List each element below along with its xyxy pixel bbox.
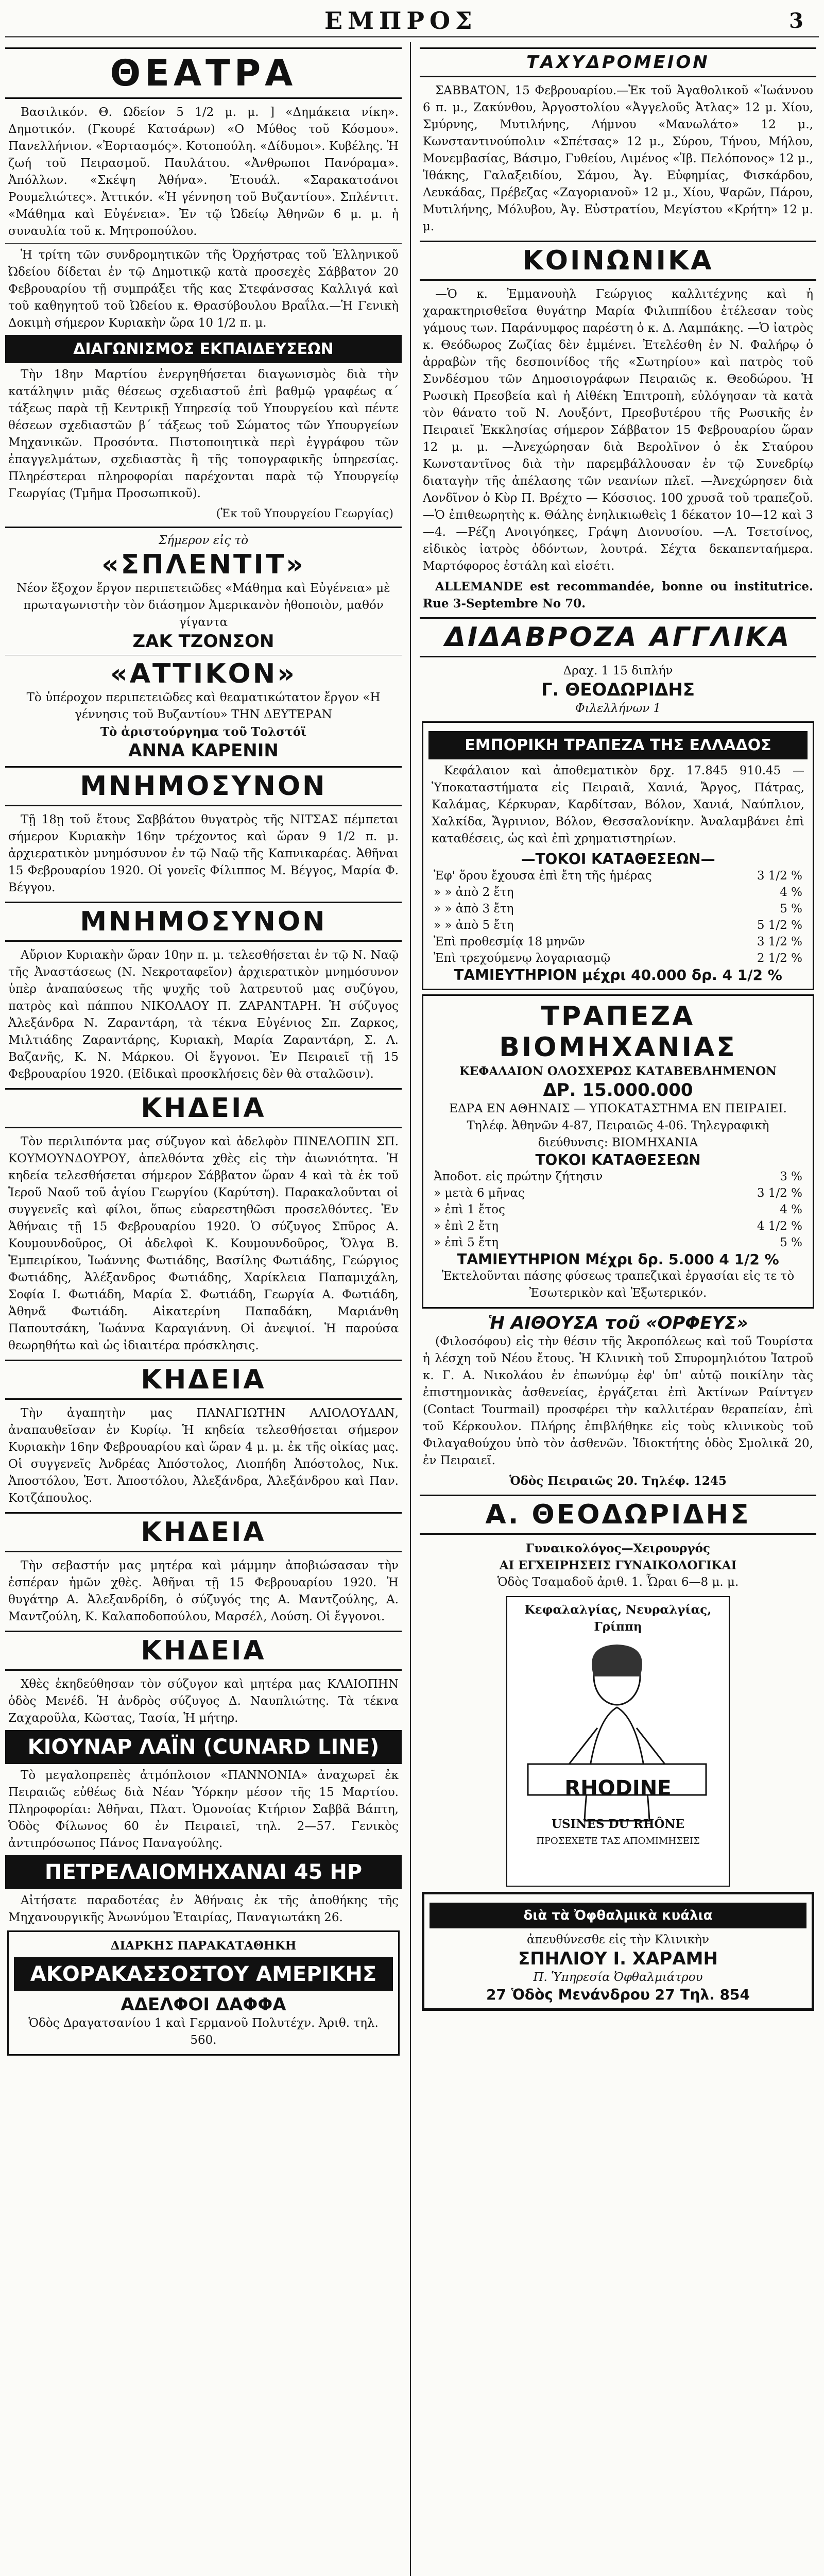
english-place: Φιλελλήνων 1: [575, 702, 661, 715]
american-top: ΔΙΑΡΚΗΣ ΠΑΡΑΚΑΤΑΘΗΚΗ: [110, 1939, 297, 1953]
theatre-section-title: ΘΕΑΤΡΑ: [5, 47, 402, 99]
movies-footer: Ὁδὸς Πειραιῶς 20. Τηλέφ. 1245: [509, 1474, 727, 1488]
interest-rate: 4 %: [780, 886, 802, 899]
theodoridis-address: Ὁδὸς Τσαμαδοῦ ἀριθ. 1. Ὧραι 6—8 μ. μ.: [497, 1575, 739, 1589]
death3-notice: [8, 1557, 399, 1625]
bank1-title: ΕΜΠΟΡΙΚΗ ΤΡΑΠΕΖΑ ΤΗΣ ΕΛΛΑΔΟΣ: [428, 731, 808, 759]
memorial2-notice: [8, 947, 399, 1083]
interest-row: [434, 1218, 802, 1234]
death4-notice: [8, 1676, 399, 1727]
left-column: [5, 42, 402, 2576]
social-notice: [423, 286, 813, 575]
english-title: ΔΙΔΑΒΡΟΖΑ ΑΓΓΛΙΚΑ: [420, 617, 816, 657]
attikon-text: Τὸ ὑπέροχον περιπετειῶδες καὶ θεαματικώτατον ἔργον «Η γέννησις τοῦ Βυζαντίου» ΤΗΝ ΔΕΥΤΕΡΑΝ: [26, 691, 381, 721]
theatre-text: Βασιλικόν. Θ. Ωδείον 5 1/2 μ. μ. ] «Δημάκεια νίκη». Δημοτικόν. (Γκουρέ Κατσάρων) «Ο Μύθος τοῦ Κόσμου». Πανελλήνιον. «Ἐορτασμός». Κοτοπούλη. «Δίδυμοι». Κυβέλης. Ἡ ζωή τοῦ Πειρασμοῦ. Παυλάτου. «Ἀνθρωποι Πανόραμα». Ἀπόλλων. «Σκέψη Ἀθήνα». Ἐτουάλ. «Σαρακατσάνοι Ρουμελιώτες». Ἀττικόν. «Ἡ γέννηση τοῦ Βυζαντίου». Σπλέντιτ. «Μάθημα καὶ Εὐγένεια». Ἐν τῷ Ὠδείῳ Ἀθηνῶν 6 μ. μ. ἡ συναυλία τοῦ κ. Μητροπούλου.: [8, 106, 399, 238]
bank1-savings: ΤΑΜΙΕΥΤΗΡΙΟΝ μέχρι 40.000 δρ. 4 1/2 %: [454, 967, 782, 984]
interest-term: » » ἀπὸ 2 ἔτη: [434, 886, 514, 899]
optical-address: 27 Ὁδὸς Μενάνδρου 27 Τηλ. 854: [486, 1986, 750, 2003]
interest-row: [434, 950, 802, 967]
interest-row: [434, 901, 802, 917]
interest-term: Ἐπὶ τρεχούμενῳ λογαριασμῷ: [434, 952, 611, 965]
contest-text: Τὴν 18ην Μαρτίου ἐνεργηθήσεται διαγωνισμὸς διὰ τὴν κατάληψιν μιᾶς θέσεως σχεδιαστοῦ ἐπὶ βαθμῷ γραφέως α΄ τάξεως παρὰ τῇ Κεντρικῇ Υπηρεσίᾳ τοῦ Υπουργείου καὶ πέντε θέσεων σχεδιαστῶν β΄ τάξεως τοῦ Σώματος τῶν Υπουργείων Μηχανικῶν. Προσόντα. Πιστοποιητικὰ περὶ ἐγγράφου τῶν ἐπαγγελμάτων, σχεδιαστὰς ἢ τῆς τοπογραφικῆς ὑπηρεσίας. Πληρέστεραι πληροφορίαι παρέχονται παρὰ τῷ Υπουργείῳ Γεωργίας (Τμῆμα Προσωπικοῦ).: [8, 368, 399, 500]
interest-term: Ἀποδοτ. εἰς πρώτην ζήτησιν: [434, 1170, 603, 1183]
theatre-listings: [8, 104, 399, 240]
attikon-more: Τὸ ἀριστούργημα τοῦ Τολστόϊ: [100, 725, 307, 739]
movies-notice: [423, 1333, 813, 1469]
interest-term: Ἐπὶ προθεσμίᾳ 18 μηνῶν: [434, 935, 585, 948]
bank2-interest-table: [428, 1168, 808, 1251]
bank2-address: ΕΔΡΑ ΕΝ ΑΘΗΝΑΙΣ — ΥΠΟΚΑΤΑΣΤΗΜΑ ΕΝ ΠΕΙΡΑΙΕΙ. Τηλέφ. Ἀθηνῶν 4-87, Πειραιῶς 4-06. Τηλεγραφικὴ διεύθυνσις: ΒΙΟΜΗΧΑΝΙΑ: [449, 1102, 787, 1149]
splendid-text: Νέον ἔξοχον ἔργον περιπετειῶδες «Μάθημα καὶ Εὐγένεια» μὲ πρωταγωνιστὴν τὸν διάσημον Ἀμερικανὸν ἠθοποιὸν, μαθόν γίγαντα: [16, 582, 390, 629]
interest-rate: 3 %: [780, 1170, 802, 1183]
interest-term: » ἐπὶ 1 ἔτος: [434, 1203, 505, 1216]
interest-term: Ἐφ' ὅρου ἔχουσα ἐπὶ ἔτη τῆς ἡμέρας: [434, 869, 652, 883]
right-column: [420, 42, 816, 2576]
attikon-film: ΑΝΝΑ ΚΑΡΕΝΙΝ: [128, 740, 279, 761]
optical-sub: ἀπευθύνεσθε εἰς τὴν Κλινικὴν: [527, 1933, 709, 1946]
post-text: ΣΑΒΒΑΤΟΝ, 15 Φεβρουαρίου.—Ἐκ τοῦ Ἀγαθολικοῦ «Ἰωάννου 6 π. μ., Ζακύνθου, Ἀργοστολίου «Ἀγγελοῦς Ἀτλας» 12 μ. Χίου, Σμύρνης, Μυτιλήνης, Λήμνου «Μανωλάτο» 12 μ., Κωνσταντινούπολιν «Σπέτσας» 12 μ., Σύρου, Τήνου, Μήλου, Μονεμβασίας, Βάσιμο, Γυθείου, Λιμένος «Ἰβ. Πελόπονος» 12 μ., Ἰθάκης, Γαλαξειδίου, Σάμου, Ἀγ. Εὐφημίας, Φισκάρδου, Λευκάδας, Πρέβεζας «Ζαγοριανοῦ» 12 μ., Χίου, Ψαρῶν, Πάρου, Μυτιλήνης, Μόλυβου, Ἀγ. Εὐστρατίου, Μεγίστου «Κρήτη» 12 μ. μ.: [423, 84, 813, 233]
bank1-body: [432, 762, 804, 848]
bank1-interest-title: —ΤΟΚΟΙ ΚΑΤΑΘΕΣΕΩΝ—: [521, 851, 715, 868]
interest-rate: 5 %: [780, 902, 802, 916]
splendid-title: «ΣΠΛΕΝΤΙΤ»: [101, 549, 305, 580]
interest-term: » μετὰ 6 μῆνας: [434, 1187, 525, 1200]
interest-row: [434, 1201, 802, 1218]
optical-title: διὰ τὰ Ὀφθαλμικὰ κυάλια: [430, 1903, 806, 1928]
bank1-text: Κεφάλαιον καὶ ἀποθεματικὸν δρχ. 17.845 910.45 — Ὑποκαταστήματα εἰς Πειραιᾶ, Χανιά, Ἄργος, Πάτρας, Καλάμας, Κέρκυραν, Καρδίτσαν, Βόλον, Χανιά, Ναύπλιον, Χαλκίδα, Ἄγρινιον, Βόλον, Θεσσαλονίκην. Ἀναλαμβάνει ἐπὶ καταθέσεις, ὡς καὶ ἐπὶ χρηματιστηρίων.: [432, 764, 804, 845]
social-title: ΚΟΙΝΩΝΙΚΑ: [420, 241, 816, 281]
american-address: Ὁδὸς Δραγατσανίου 1 καὶ Γερμανοῦ Πολυτέχν. Ἀριθ. τηλ. 560.: [28, 2016, 379, 2047]
bank2-savings: ΤΑΜΙΕΥΤΗΡΙΟΝ Μέχρι δρ. 5.000 4 1/2 %: [457, 1251, 779, 1268]
american-ad: [7, 1930, 400, 2056]
optical-ad: [422, 1892, 814, 2011]
bank1-interest-table: [428, 868, 808, 967]
rhodine-brand: RHODINE: [564, 1776, 672, 1800]
page-header: [5, 5, 819, 38]
interest-rate: 4 %: [780, 1203, 802, 1216]
allemande-notice: [423, 578, 813, 612]
death4-title: ΚΗΔΕΙΑ: [5, 1631, 402, 1671]
interest-term: » » ἀπὸ 3 ἔτη: [434, 902, 514, 916]
theodoridis-sub: Γυναικολόγος—Χειρουργός: [525, 1541, 711, 1555]
cunard-notice: [8, 1767, 399, 1852]
american-title: ΑΚΟΡΑΚΑΣΣΟΣΤΟΥ ΑΜΕΡΙΚΗΣ: [14, 1957, 393, 1991]
death1-text: Τὸν περιλιπόντα μας σύζυγον καὶ ἀδελφὸν ΠΙΝΕΛΟΠΙΝ ΣΠ. ΚΟΥΜΟΥΝΔΟΥΡΟΥ, ἀπελθόντα χθὲς εἰς τὴν ἀιωνιότητα. Ἡ κηδεία τελεσθήσεται σήμερον Σάββατον ὥραν 4 καὶ τὰ ἐκ τοῦ Ἱεροῦ Ναοῦ τοῦ ἁγίου Γεωργίου (Καρύτση). Παρακαλοῦνται οἱ συγγενεῖς καὶ φίλοι, ὅπως εὐαρεστηθῶσι προσελθόντες. Ἐν Ἀθήναις τῇ 15 Φεβρουαρίου 1920. Ὁ σύζυγος Σπῦρος Α. Κουμουνδοῦρος, Οἱ ἀδελφοὶ Κ. Κουμουνδοῦρος, Ὄλγα Β. Ἐμπειρίκου, Ἰωάννης Φωτιάδης, Βασίλης Φωτιάδης, Γεώργιος Φωτιάδης, Ἀλέξανδρος Φωτιάδης, Χαρίκλεια Παπαμιχάλη, Σοφία Ι. Φωτιάδη, Μαρία Σ. Φωτιάδη, Γεωργία Α. Φωτιάδη, Ἀθηνᾶ Φωτιάδη. Αἰκατερίνη Παπαδάκη, Μαριάνθη Παπουτσάκη, Ἰωάννα Καραγιάννη. Οἱ ἀνεψιοί. Ἡ παρούσα θεωρηθήτω καὶ ὡς ἰδιαιτέρα πρόσκλησις.: [8, 1135, 399, 1352]
american-sub: ΑΔΕΛΦΟΙ ΔΑΦΦΑ: [121, 1994, 286, 2015]
interest-rate: 3 1/2 %: [757, 869, 802, 883]
theodoridis-line: ΑΙ ΕΓΧΕΙΡΗΣΕΙΣ ΓΥΝΑΙΚΟΛΟΓΙΚΑΙ: [499, 1558, 737, 1572]
rhodine-bottom: ΠΡΟΣΕΧΕΤΕ ΤΑΣ ΑΠΟΜΙΜΗΣΕΙΣ: [536, 1836, 700, 1846]
bank2-note: Ἐκτελοῦνται πάσης φύσεως τραπεζικαὶ ἐργασίαι εἰς τε τὸ Ἐσωτερικὸν καὶ Ἐξωτερικόν.: [441, 1269, 795, 1300]
interest-rate: 5 %: [780, 1236, 802, 1249]
page-number: 3: [789, 8, 803, 33]
death4-text: Χθὲς ἐκηδεύθησαν τὸν σύζυγον καὶ μητέρα μας ΚΛΑΙΟΠΗΝ ὁδὸς Μενέδ. Ἡ ἀνδρὸς σύζυγος Δ. Ναυπλιώτης. Τὰ τέκνα Ζαχαροῦλα, Κῶστας, Τασία, Ἡ μήτηρ.: [8, 1677, 399, 1725]
death2-notice: [8, 1405, 399, 1507]
bank1-ad: [422, 721, 814, 990]
woman-illustration-icon: [507, 1635, 727, 1831]
interest-rate: 4 1/2 %: [757, 1219, 802, 1233]
interest-row: [434, 884, 802, 901]
orchestra-text: Ἡ τρίτη τῶν συνδρομητικῶν τῆς Ὀρχήστρας τοῦ Ἑλληνικοῦ Ὠδείου δίδεται ἐν τῷ Δημοτικῷ κατὰ προσεχὲς Σάββατον 20 Φεβρουαρίου τῇ συμπράξει τῆς κας Στεφάνσσας Καλλιγά καὶ τοῦ καθηγητοῦ τοῦ Ὠδείου κ. Θρασύβουλου Βραΐλα.—Ἡ Γενικὴ Δοκιμὴ σήμερον Κυριακὴν ὥρα 10 1/2 π. μ.: [8, 248, 399, 330]
oil-engine-text: Αἰτήσατε παραδοτέας ἐν Ἀθήναις ἐκ τῆς ἀποθήκης τῆς Μηχανουργικῆς Ἀνωνύμου Ἑταιρίας, Παναγιωτάκη 26.: [8, 1894, 399, 1924]
attikon-title: «ΑΤΤΙΚΟΝ»: [110, 658, 297, 689]
movies-text: (Φιλοσόφου) εἰς τὴν θέσιν τῆς Ἀκροπόλεως καὶ τοῦ Τουρίστα ἡ λέσχη τοῦ Νέου ἔτους. Ἡ Κλινικὴ τοῦ Σπυρομηλιότου Ἰατροῦ κ. Γ. Α. Νικολάου ἐν ἐπωνύμῳ ἐφ' ὑπ' αὐτῷ ποικίλην τὰς ἐπιστημονικὰς ἀσθενείας, ἐργάζεται ἐπὶ Ἀκτίνων Ραίντγεν (Contact Tourmail) προσφέρει τὴν καλλιτέραν θεραπείαν, ἐπὶ τοῦ Κέρκουλον. Πλήρης ἐπιβλήθηκε εἰς τοὺς κλινικοὺς τοῦ Φιλαγαθούχου ὑπὸ τὸν ἀσθενῶν. Ἰδιοκτήτης ὁδὸς Σμολικᾶ 20, ἐν Πειραιεῖ.: [423, 1335, 813, 1467]
interest-term: » ἐπὶ 2 ἔτη: [434, 1219, 499, 1233]
interest-term: » » ἀπὸ 5 ἔτη: [434, 919, 514, 932]
interest-rate: 5 1/2 %: [757, 919, 802, 932]
memorial1-text: Τῇ 18ῃ τοῦ ἔτους Σαββάτου θυγατρὸς τῆς ΝΙΤΣΑΣ πέμπεται σήμερον Κυριακὴν 16ην τρέχοντος καὶ ὥραν 9 1/2 π. μ. ἀρχιερατικὸν μνημόσυνον ἐν τῷ Ναῷ τῆς Καπνικαρέας. Ἀθῆναι 15 Φεβρουαρίου 1920. Οἱ γονεῖς Φίλιππος Μ. Βέγγος, Μαρία Φ. Βέγγου.: [8, 813, 399, 894]
movies-title: Ἡ ΑΙΘΟΥΣΑ τοῦ «ΟΡΦΕΥΣ»: [488, 1313, 748, 1333]
interest-rate: 3 1/2 %: [757, 935, 802, 948]
cunard-text: Τὸ μεγαλοπρεπὲς ἀτμόπλοιον «ΠΑΝΝΟΝΙΑ» ἀναχωρεῖ ἐκ Πειραιῶς εὐθέως διὰ Νέαν Ὑόρκην μέσον τῆς 15 Μαρτίου. Πληροφορίαι: Ἀθῆναι, Πλατ. Ὁμονοίας Κτήριον Σαββᾶ Βάπτη, Ὁδὸς Φίλωνος 60 ἐν Πειραιεῖ, τηλ. 2—57. Γενικὸς ἀντιπρόσωπος Πάνος Παναγούλης.: [8, 1769, 399, 1850]
rhodine-ad: [506, 1596, 730, 1887]
bank2-sub: ΚΕΦΑΛΑΙΟΝ ΟΛΟΣΧΕΡΩΣ ΚΑΤΑΒΕΒΛΗΜΕΝΟΝ: [459, 1064, 777, 1078]
oil-engine-title: ΠΕΤΡΕΛΑΙΟΜΗΧΑΝΑΙ 45 HP: [5, 1855, 402, 1889]
rhodine-top: Κεφαλαλγίας, Νευραλγίας, Γρίππη: [524, 1603, 712, 1634]
orchestra-notice: [8, 247, 399, 332]
cunard-title: ΚΙΟΥΝΑΡ ΛΑΪΝ (CUNARD LINE): [5, 1730, 402, 1764]
divider: [5, 243, 402, 244]
death2-title: ΚΗΔΕΙΑ: [5, 1360, 402, 1400]
interest-term: » ἐπὶ 5 ἔτη: [434, 1236, 499, 1249]
interest-rate: 2 1/2 %: [757, 952, 802, 965]
interest-row: [434, 917, 802, 934]
english-name: Γ. ΘΕΟΔΩΡΙΔΗΣ: [541, 680, 695, 700]
oil-engine-notice: [8, 1892, 399, 1926]
column-divider: [410, 42, 411, 2576]
optical-role: Π. Ὑπηρεσία Ὀφθαλμιάτρου: [533, 1971, 703, 1984]
death2-text: Τὴν ἀγαπητὴν μας ΠΑΝΑΓΙΩΤΗΝ ΑΛΙΟΛΟΥΔΑΝ, ἀναπαυθεῖσαν ἐν Κυρίῳ. Ἡ κηδεία τελεσθήσεται σήμερον Κυριακὴν 16ην Φεβρουαρίου καὶ ὥραν 4 μ. μ. ἐκ τῆς οἰκίας μας. Οἱ συγγενεῖς Ἀνδρέας Ἀπόστολος, Λιοπήδη Ἀπόστολος, Νικ. Ἀποστόλου, Ἑστ. Ἀποστόλου, Ἀλεξάνδρα, Ἀλεξάνδρου καὶ Παν. Κοτζάπουλος.: [8, 1406, 399, 1505]
death1-title: ΚΗΔΕΙΑ: [5, 1088, 402, 1128]
memorial2-text: Αὔριον Κυριακὴν ὥραν 10ην π. μ. τελεσθήσεται ἐν τῷ Ν. Ναῷ τῆς Ἀναστάσεως (Ν. Νεκροταφεῖον) ἀρχιερατικὸν μνημόσυνον ὑπὲρ ἀναπαύσεως τῆς ψυχῆς τοῦ λατρευτοῦ μας συζύγου, πατρὸς καὶ πάππου ΝΙΚΟΛΑΟΥ Π. ΖΑΡΑΝΤΑΡΗ. Ἡ σύζυγος Ἀλεξάνδρα Ν. Ζαραντάρη, τὰ τέκνα Εὐγένιος Σπ. Ζαρκος, Μιλτιάδης Ζαραντάρης, Κυριακὴ, Μαρία Ζαραντάρη, Σ. Λ. Βαζανῆς, Κ. Ν. Μάρκου. Οἱ ἔγγονοι. Ἐν Πειραιεῖ τῇ 15 Φεβρουαρίου 1920. (Εἰδικαὶ προσκλήσεις δὲν θὰ σταλῶσιν).: [8, 948, 399, 1081]
interest-row: [434, 1185, 802, 1201]
post-title: ΤΑΧΥΔΡΟΜΕΙΟΝ: [420, 47, 816, 77]
death3-text: Τὴν σεβαστήν μας μητέρα καὶ μάμμην ἀποβιώσασαν τὴν ἑσπέραν ἡμῶν χθὲς. Ἀθῆναι τῇ 15 Φεβρουαρίου 1920. Ἡ θυγάτηρ Α. Ἀλεξανδρίδη, ὁ σύζυγός της Α. Μαντζούλης, Α. Μαντζούλη, Κ. Καλαποδοπούλου, Μαρσέλ, Λούση. Οἱ ἔγγονοι.: [8, 1559, 399, 1623]
memorial2-title: ΜΝΗΜΟΣΥΝΟΝ: [5, 902, 402, 942]
interest-row: [434, 868, 802, 884]
interest-row: [434, 934, 802, 950]
bank2-ad: [422, 994, 814, 1309]
post-notice: [423, 82, 813, 235]
english-price: Δραχ. 1 15 διπλήν: [563, 664, 673, 677]
bank2-interest-title: ΤΟΚΟΙ ΚΑΤΑΘΕΣΕΩΝ: [535, 1151, 701, 1168]
splendid-today: Σήμερον εἰς τὸ: [158, 534, 249, 547]
bank2-title: ΤΡΑΠΕΖΑ ΒΙΟΜΗΧΑΝΙΑΣ: [499, 1001, 737, 1063]
memorial1-notice: [8, 811, 399, 896]
social-text: —Ὁ κ. Ἐμμανουὴλ Γεώργιος καλλιτέχνης καὶ ἡ χαρακτηρισθεῖσα θυγάτηρ Μαρία Φιλιππίδου ἐτέλεσαν τοὺς γάμους των. Παράνυμφος παρέστη ὁ κ. Δ. Λαμπάκης. —Ὁ ἰατρὸς κ. Θεόδωρος Ζωζίας δὲν ἐμμένει. Ἐτελέσθη ἐν Ν. Φαλήρῳ ὁ ἀρραβὼν τῆς δεσποινίδος τῆς «Σωτηρίου» καὶ πατρὸς τοῦ Συνδέσμου τῶν Δημοσιογράφων Πειραιῶς κ. Θεοδώρου. Ἡ Ρωσικὴ Πρεσβεία καὶ ἡ Αἰθέκη Ἐπιτροπὴ, εὐλόγησαν τὰ κατὰ τὸν θάνατο τοῦ Ν. Λουξόντ, Πρεσβυτέρου τῆς Ρωσικῆς ἐν Πειραιεῖ Ἐκκλησίας σήμερον Σάββατον 15 Φεβρουαρίου ὥραν 12 μ. μ. —Ἀνεχώρησαν διὰ Βερολῖνον ὁ ἐκ Σταύρου Κωνσταντῖνος διὰ τὴν παρεμβάλλουσαν ἐν τῷ Συνεδρίῳ διαταγὴν τῆς ἀπέλασης τῶν νεανίων πλεῖ. —Ἀνεχώρησεν διὰ Λονδῖνον ὁ Κὺρ Π. Βρέχτο — Κόσσιος. 100 χρυσᾶ τοῦ τραπεζοῦ. —Ὁ ἐπιθεωρητὴς κ. Θάλης ἐνηλικιωθεὶς 1 δέκατον 10—12 καὶ 3—4. —Ρέζη Ανοιγόηκες, Γράψη Διονυσίου. —Α. Τσετσίνος, εἰδικὸς ἰατρὸς ὀδόντων, λουτρά. Σέχτα δεκαπενταήμερα. Μαρτόφορος ἐστάλη καὶ εἰσέτι.: [423, 287, 814, 573]
masthead: ΕΜΠΡΟΣ: [324, 7, 477, 35]
contest-notice: [8, 366, 399, 522]
theodoridis-title: Α. ΘΕΟΔΩΡΙΔΗΣ: [420, 1495, 816, 1535]
divider: [5, 527, 402, 528]
memorial1-title: ΜΝΗΜΟΣΥΝΟΝ: [5, 766, 402, 806]
bank2-capital: ΔΡ. 15.000.000: [543, 1080, 693, 1100]
death3-title: ΚΗΔΕΙΑ: [5, 1512, 402, 1552]
allemande-text: ALLEMANDE est recommandée, bonne ou institutrice. Rue 3-Septembre No 70.: [423, 580, 813, 611]
rhodine-factory: USINES DU RHÔNE: [551, 1817, 685, 1831]
contest-signature: (Ἐκ τοῦ Υπουργείου Γεωργίας): [216, 507, 393, 520]
death1-notice: [8, 1133, 399, 1354]
interest-rate: 3 1/2 %: [757, 1187, 802, 1200]
interest-row: [434, 1168, 802, 1185]
contest-title: ΔΙΑΓΩΝΙΣΜΟΣ ΕΚΠΑΙΔΕΥΣΕΩΝ: [5, 335, 402, 363]
optical-name: ΣΠΗΛΙΟΥ Ι. ΧΑΡΑΜΗ: [518, 1948, 718, 1969]
splendid-actor: ΖΑΚ ΤΖΟΝΣΟΝ: [132, 631, 274, 652]
interest-row: [434, 1234, 802, 1251]
